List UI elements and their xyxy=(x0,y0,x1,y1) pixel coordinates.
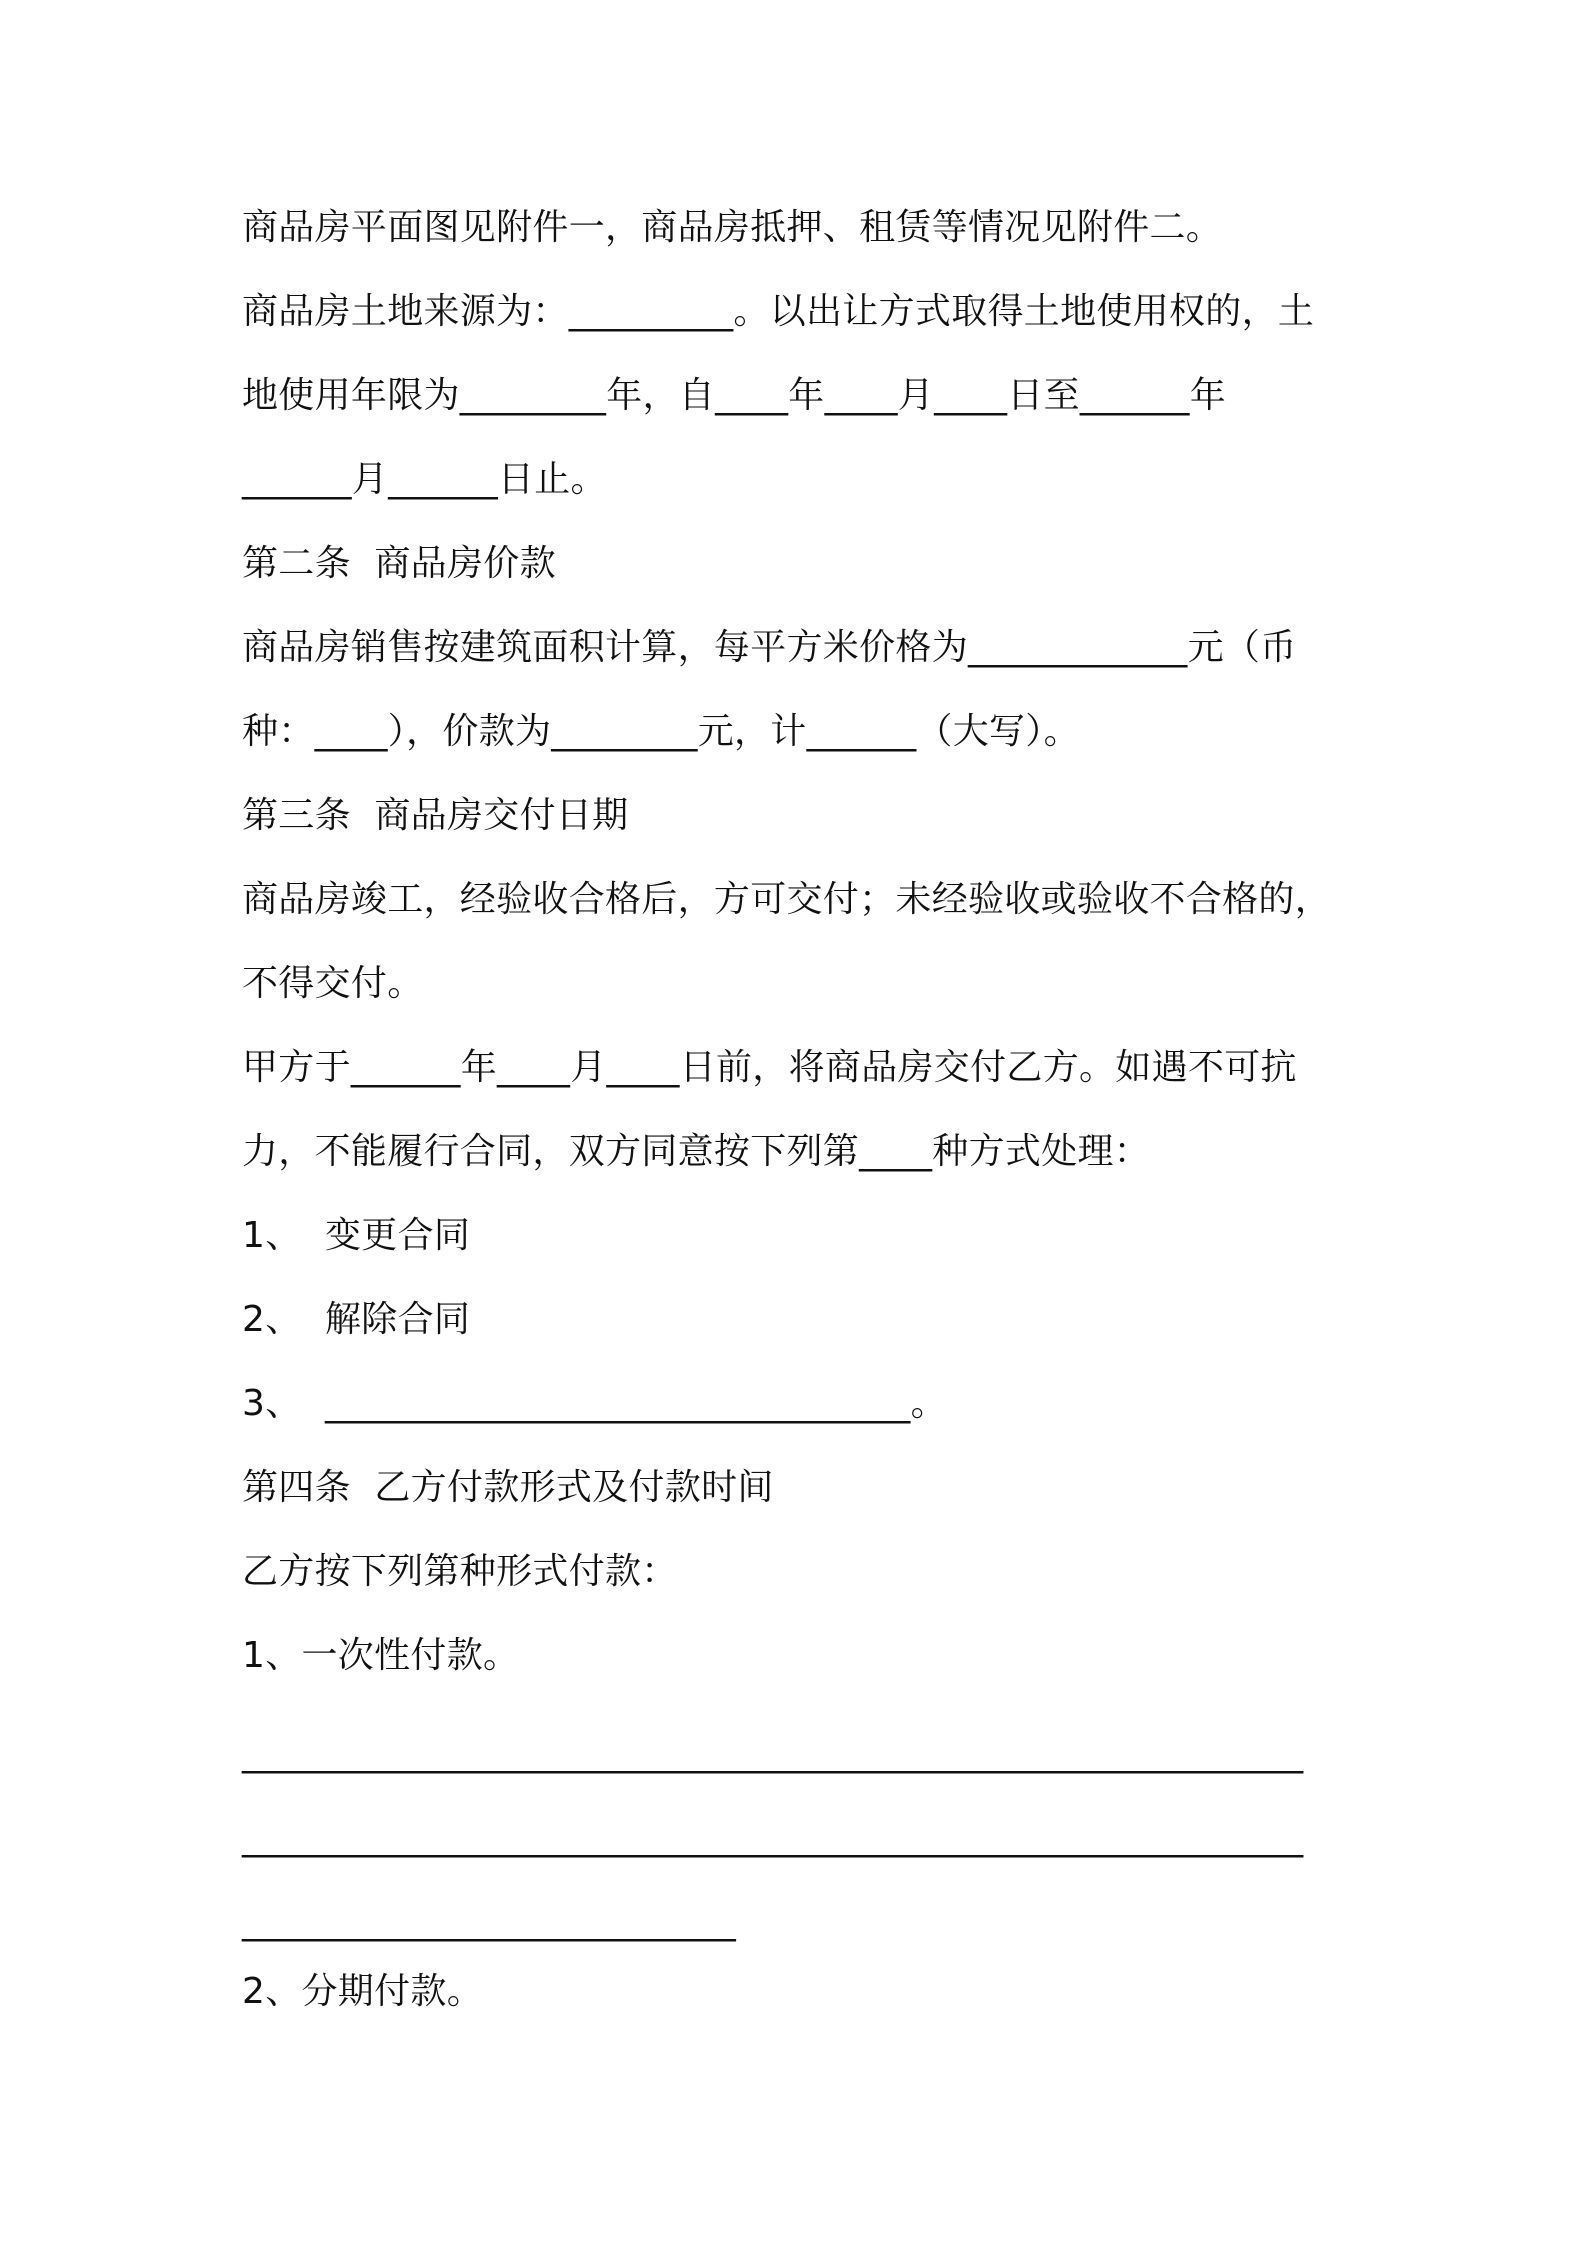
list-item-option-3: 3、 ________________________________。 xyxy=(242,1383,947,1424)
text-line-land-use-term: 地使用年限为________年，自____年____月____日至______年 xyxy=(242,375,1226,416)
list-item-installment: 2、分期付款。 xyxy=(242,1971,484,2012)
section-heading-article-2: 第二条 商品房价款 xyxy=(242,543,556,584)
text-line-attachments: 商品房平面图见附件一，商品房抵押、租赁等情况见附件二。 xyxy=(242,207,1223,248)
section-heading-article-4: 第四条 乙方付款形式及付款时间 xyxy=(242,1467,774,1508)
text-line-completion: 商品房竣工，经验收合格后，方可交付；未经验收或验收不合格的， xyxy=(242,879,1332,920)
text-line-delivery-date: 甲方于______年____月____日前，将商品房交付乙方。如遇不可抗 xyxy=(242,1047,1297,1088)
text-line-no-delivery: 不得交付。 xyxy=(242,963,424,1004)
list-item-lump-sum: 1、一次性付款。 xyxy=(242,1635,520,1676)
blank-line-2: __________________________________________________________ xyxy=(242,1817,1304,1858)
blank-line-3: ___________________________ xyxy=(242,1901,737,1942)
text-line-term-end: ______月______日止。 xyxy=(242,459,607,500)
text-line-currency-total: 种：____），价款为________元，计______（大写）。 xyxy=(242,711,1080,752)
section-heading-article-3: 第三条 商品房交付日期 xyxy=(242,795,629,836)
text-line-payment-form: 乙方按下列第种形式付款： xyxy=(242,1551,678,1592)
text-line-price: 商品房销售按建筑面积计算，每平方米价格为____________元（币 xyxy=(242,627,1297,668)
list-item-option-2: 2、 解除合同 xyxy=(242,1299,471,1340)
list-item-option-1: 1、 变更合同 xyxy=(242,1215,471,1256)
text-line-land-source: 商品房土地来源为：_________。以出让方式取得土地使用权的，土 xyxy=(242,291,1315,332)
text-line-force-majeure: 力，不能履行合同，双方同意按下列第____种方式处理： xyxy=(242,1131,1151,1172)
blank-line-1: __________________________________________________________ xyxy=(242,1733,1304,1774)
